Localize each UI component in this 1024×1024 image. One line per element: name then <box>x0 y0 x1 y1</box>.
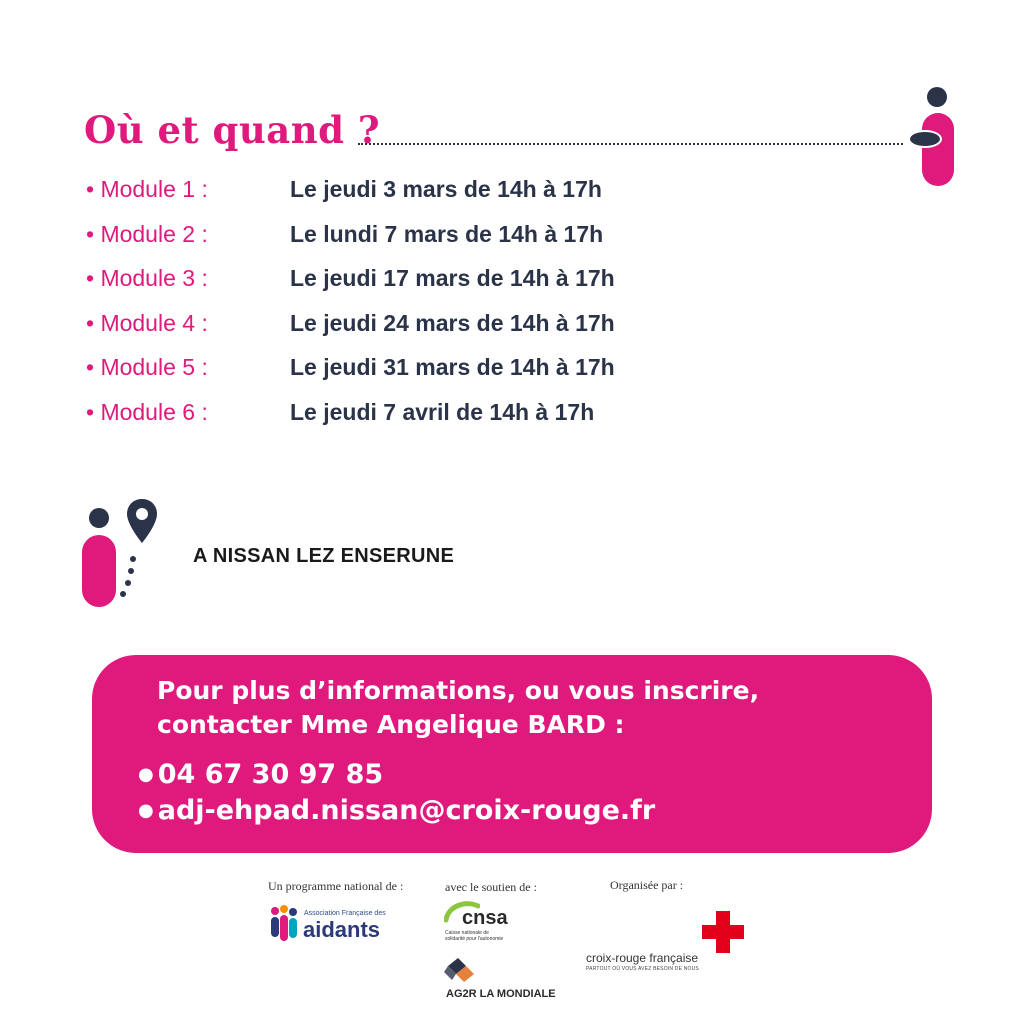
module-label: • Module 4 : <box>86 309 208 336</box>
organise-caption: Organisée par : <box>610 878 684 892</box>
module-label: • Module 1 : <box>86 176 208 202</box>
module-label: • Module 6 : <box>86 398 208 425</box>
trail-dot-icon <box>128 568 134 574</box>
info-icon-dot <box>927 87 947 107</box>
cnsa-subtitle <box>445 930 503 942</box>
programme-caption: Un programme national de : <box>268 879 404 893</box>
module-date: Le jeudi 31 mars de 14h à 17h <box>290 354 615 380</box>
trail-dot-icon <box>130 556 136 562</box>
bullet-icon: ● <box>138 764 154 785</box>
module-date: Le jeudi 17 mars de 14h à 17h <box>290 265 615 291</box>
phone-line <box>138 759 383 790</box>
croix-rouge-name: croix-rouge française <box>586 951 699 965</box>
module-date: Le jeudi 24 mars de 14h à 17h <box>290 309 615 336</box>
aidants-logo-name: aidants <box>303 917 381 942</box>
module-date: Le jeudi 3 mars de 14h à 17h <box>290 176 602 202</box>
ag2r-logo-icon <box>444 956 478 986</box>
module-label: • Module 3 : <box>86 265 208 291</box>
contact-intro <box>157 674 759 742</box>
cnsa-logo-name: cnsa <box>462 907 508 929</box>
soutien-caption: avec le soutien de : <box>445 880 537 894</box>
ag2r-logo-name: AG2R LA MONDIALE <box>446 988 556 1000</box>
phone-number[interactable]: 04 67 30 97 85 <box>157 759 384 790</box>
contact-intro-line: Pour plus d’informations, ou vous inscrire, <box>157 676 760 705</box>
trail-dot-icon <box>120 591 126 597</box>
location-text: A NISSAN LEZ ENSERUNE <box>193 545 455 567</box>
email-line <box>138 795 655 826</box>
aidants-logo-icon <box>267 904 301 946</box>
email-link[interactable]: adj-ehpad.nissan@croix-rouge.fr <box>157 795 656 826</box>
trail-dot-icon <box>125 580 131 586</box>
red-cross-icon <box>702 911 744 953</box>
section-title: Où et quand ? <box>84 108 381 152</box>
aidants-association-text: Association Française des <box>304 910 386 917</box>
module-date: Le jeudi 7 avril de 14h à 17h <box>290 398 595 425</box>
module-date: Le lundi 7 mars de 14h à 17h <box>290 220 604 247</box>
cnsa-subtitle-line: solidarité pour l'autonomie <box>445 936 504 942</box>
module-label: • Module 2 : <box>86 220 208 247</box>
bullet-icon: ● <box>138 800 154 821</box>
info-icon <box>922 113 954 186</box>
info-icon-disc <box>908 130 942 148</box>
contact-intro-line: contacter Mme Angelique BARD : <box>157 710 625 739</box>
cnsa-subtitle-line: Caisse nationale de <box>445 930 489 936</box>
map-pin-icon <box>124 497 160 545</box>
dotted-divider <box>358 143 903 145</box>
module-label: • Module 5 : <box>86 354 208 380</box>
croix-rouge-tagline: PARTOUT OÙ VOUS AVEZ BESOIN DE NOUS <box>586 966 699 972</box>
person-icon <box>82 535 116 607</box>
person-icon-dot <box>89 508 109 528</box>
